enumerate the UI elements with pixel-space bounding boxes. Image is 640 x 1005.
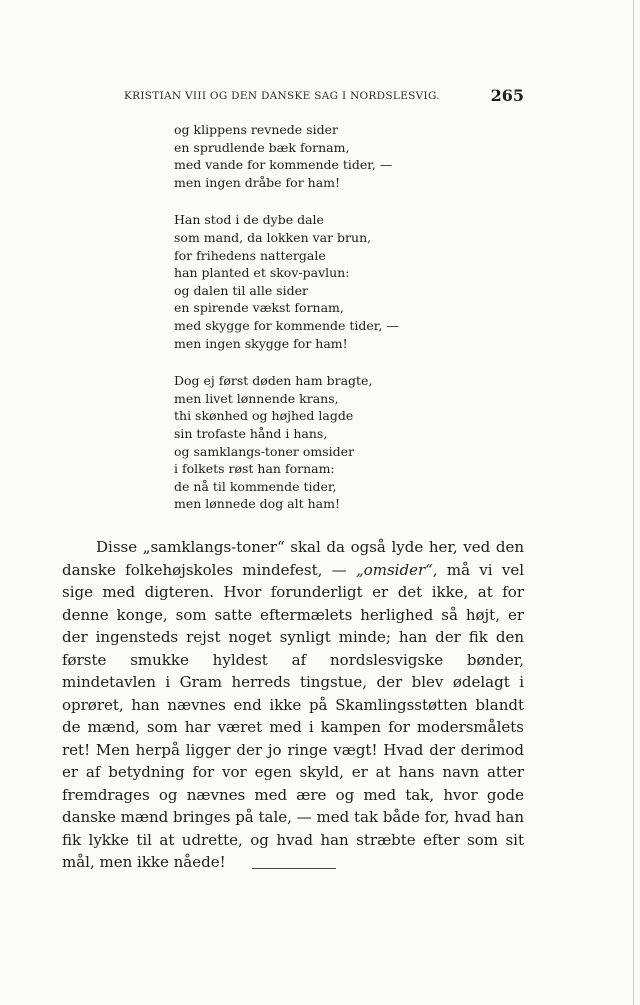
poem-line: Dog ej først døden ham bragte, [174, 373, 373, 389]
body-emphasis: „omsider“ [355, 560, 433, 579]
poem-line: i folkets røst han fornam: [174, 461, 335, 477]
poem-line: men ingen dråbe for ham! [174, 174, 341, 190]
body-paragraph [62, 536, 524, 874]
poem [174, 121, 474, 533]
poem-line: men lønnede dog alt ham! [174, 496, 340, 512]
poem-line: de nå til kommende tider, [174, 478, 337, 494]
poem-stanza-3 [174, 372, 474, 513]
running-title: KRISTIAN VIII OG DEN DANSKE SAG I NORDSLESVIG. [124, 90, 440, 102]
poem-line: Han stod i de dybe dale [174, 212, 324, 228]
poem-line: for frihedens nattergale [174, 247, 326, 263]
poem-stanza-1 [174, 121, 474, 191]
poem-line: med vande for kommende tider, — [174, 157, 393, 173]
poem-line: som mand, da lokken var brun, [174, 229, 372, 245]
poem-line: og samklangs-toner omsider [174, 443, 355, 459]
body-text [62, 536, 524, 874]
poem-line: med skygge for kommende tider, — [174, 317, 399, 333]
poem-line: men ingen skygge for ham! [174, 335, 348, 351]
poem-line: en spirende vækst fornam, [174, 300, 344, 316]
poem-line: sin trofaste hånd i hans, [174, 425, 328, 441]
body-text-part-1: Disse „samklangs-toner“ skal da også lyde her, ved den danske folkehøjskoles mindefest, — [62, 538, 524, 579]
poem-line: thi skønhed og højhed lagde [174, 408, 354, 424]
body-text-part-2: , må vi vel sige med digteren. Hvor forunderligt er det ikke, at for denne konge, som satte eftermælets herlighed så højt, er der ingensteds rejst noget synligt minde; han der fik den første smukke hyldest af nordslesvigske bønder, mindetavlen i Gram herreds tingstue, der blev ødelagt i oprøret, han nævnes end ikke på Skamlingsstøtten blandt de mænd, som har været med i kampen for modersmålets ret! Men herpå ligger der jo ringe vægt! Hvad der derimod er af betydning for vor egen skyld, er at hans navn atter fremdrages og nævnes med ære og med tak, hvor gode danske mænd bringes på tale, — med tak både for, hvad han fik lykke til at udrette, og hvad han stræbte efter som sit mål, men ikke nåede! [62, 560, 524, 871]
poem-line: og dalen til alle sider [174, 282, 308, 298]
poem-line: men livet lønnende krans, [174, 390, 339, 406]
end-rule [252, 868, 336, 869]
page-edge [633, 0, 634, 1005]
poem-line: og klippens revnede sider [174, 122, 338, 137]
page-header [124, 86, 524, 106]
poem-line: han planted et skov-pavlun: [174, 265, 350, 281]
poem-line: en sprudlende bæk fornam, [174, 139, 350, 155]
poem-stanza-2 [174, 211, 474, 352]
page-number: 265 [490, 86, 524, 105]
